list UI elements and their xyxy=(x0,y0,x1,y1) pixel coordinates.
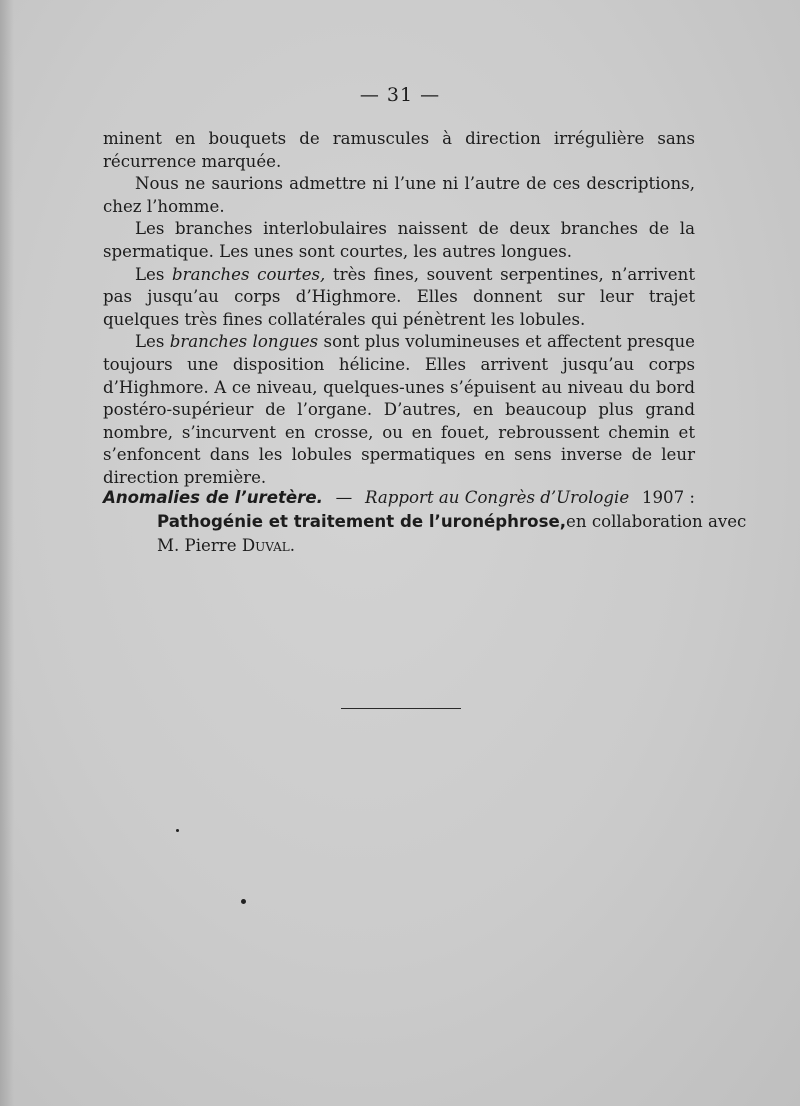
italic-term: branches courtes, xyxy=(172,264,326,284)
text-run: Nous ne saurions admettre ni l’une ni l’autre de ces descriptions, chez l’homme. xyxy=(103,174,695,216)
reference-line-3 xyxy=(103,534,695,558)
text-run: très fines, souvent serpentines, n’arrivent pas jusqu’au corps d’Highmore. Elles donnent sur leur trajet quelques très fines collatérales qui pénètrent les lobules. xyxy=(103,264,695,329)
body-text xyxy=(103,128,695,490)
text-run: minent en bouquets de ramuscules à direction irrégulière sans récurrence marquée. xyxy=(103,129,695,171)
reference-author-name: Duval. xyxy=(241,536,295,555)
bibliographic-reference xyxy=(103,486,747,558)
paragraph xyxy=(103,128,695,173)
ink-speck xyxy=(176,829,179,832)
reference-collaboration: en collaboration avec xyxy=(566,512,747,531)
italic-term: branches longues xyxy=(169,332,319,352)
text-run: sont plus volumineuses et affectent presque toujours une disposition hélicine. Elles arrivent jusqu’au corps d’Highmore. A ce niveau, quelques-unes s’épuisent au niveau du bord postéro-supérieur de l’organe. D’autres, en beaucoup plus grand nombre, s’incurvent en crosse, ou en fouet, rebroussent chemin et s’enfoncent dans les lobules spermatiques en sens inverse de leur direction première. xyxy=(103,332,695,487)
text-run: Les xyxy=(135,264,173,284)
reference-source: Rapport au Congrès d’Urologie xyxy=(365,488,630,507)
paragraph xyxy=(103,218,695,263)
paragraph xyxy=(103,264,695,332)
reference-dash: — xyxy=(335,488,353,507)
text-run: Les xyxy=(135,332,170,352)
paragraph xyxy=(103,173,695,218)
text-run: Les branches interlobulaires naissent de deux branches de la spermatique. Les unes sont courtes, les autres longues. xyxy=(103,219,695,261)
separator-rule xyxy=(341,708,461,709)
reference-author-prefix: M. Pierre xyxy=(157,536,237,555)
reference-subtitle: Pathogénie et traitement de l’uronéphrose, xyxy=(157,512,567,531)
page-number: — 31 — xyxy=(359,84,441,106)
reference-year: 1907 : xyxy=(641,488,695,507)
reference-line-1 xyxy=(103,486,695,510)
reference-line-2 xyxy=(103,510,747,534)
reference-title: Anomalies de l’uretère. xyxy=(103,488,323,507)
paragraph xyxy=(103,331,695,489)
ink-speck xyxy=(241,899,246,904)
